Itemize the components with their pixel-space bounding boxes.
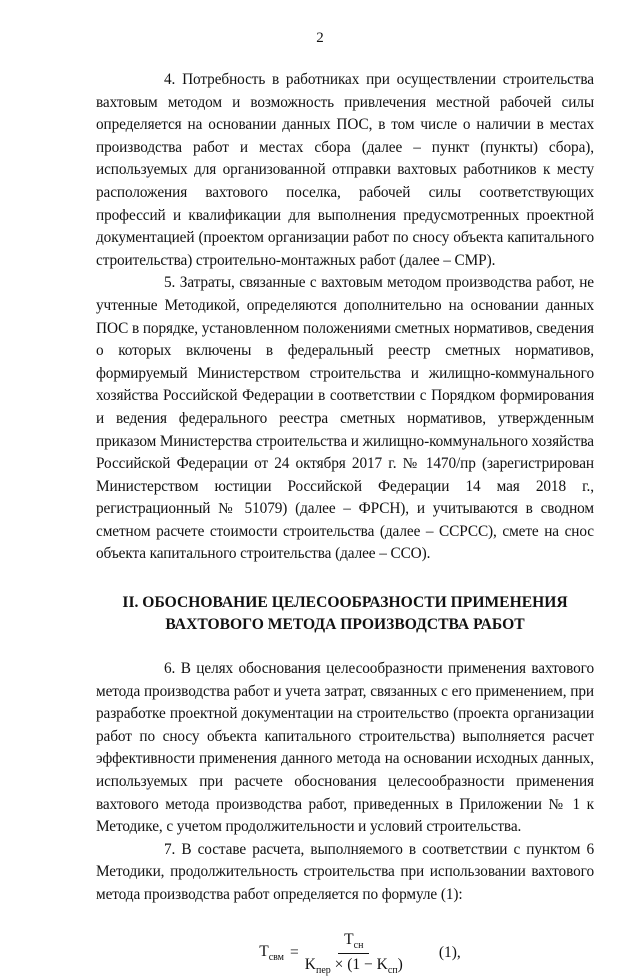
- paragraph-text: В составе расчета, выполняемого в соответствии с пунктом 6 Методики, продолжительность строительства при использовании вахтового метода производства работ определяется по формуле (1):: [96, 840, 594, 903]
- section-heading-line-2: ВАХТОВОГО МЕТОДА ПРОИЗВОДСТВА РАБОТ: [165, 616, 525, 634]
- paragraph-number: 4.: [164, 71, 176, 88]
- section-heading: [96, 592, 594, 636]
- paragraph-number: 5.: [164, 274, 176, 292]
- formula-fraction: [305, 931, 403, 976]
- page-number: 2: [316, 30, 324, 46]
- paragraph-number: 6.: [164, 660, 176, 678]
- formula-denominator: $K_{пер} \times (1 - K_{сп})$: [304, 955, 403, 976]
- formula-equals: =: [290, 944, 299, 962]
- paragraph-number: 7.: [164, 840, 176, 858]
- paragraph-text: Затраты, связанные с вахтовым методом производства работ, не учтенные Методикой, определяются дополнительно на основании данных ПОС в порядке, установленном положениями сметных нормативов, сведения о которых включены в федеральный реестр сметных нормативов, формируемый Министерством строительства и жилищно-коммунального хозяйства Российской Федерации в соответствии с Порядком формирования и ведения федерального реестра сметных нормативов, утвержденным приказом Министерства строительства и жилищно-коммунального хозяйства Российской Федерации от 24 октября 2017 г. № 1470/пр (зарегистрирован Министерством юстиции Российской Федерации 14 мая 2018 г., регистрационный № 51079) (далее – ФРСН), и учитываются в сводном сметном расчете стоимости строительства (далее – ССРСС), смете на снос объекта капитального строительства (далее – ССО).: [96, 274, 594, 563]
- paragraph-5: [96, 272, 594, 566]
- section-heading-line-1: II. ОБОСНОВАНИЕ ЦЕЛЕСООБРАЗНОСТИ ПРИМЕНЕНИЯ: [122, 594, 568, 612]
- formula-lhs: $T_{свм}$: [259, 943, 285, 964]
- paragraph-text: Потребность в работниках при осуществлении строительства вахтовым методом и возможность привлечения местной рабочей силы определяется на основании данных ПОС, в том числе о наличии в местах производства работ и местах сбора (далее – пункт (пункты) сбора), используемых для организованной отправки вахтовых работников к месту расположения вахтового поселка, рабочей силы соответствующих профессий и квалификации для выполнения предусмотренных проектной документацией (проектом организации работ по сносу объекта капитального строительства) строительно-монтажных работ (далее – СМР).: [96, 71, 594, 269]
- formula-numerator: $T_{сн}$: [338, 931, 369, 954]
- paragraph-7: [96, 839, 594, 907]
- formula-1: [126, 931, 594, 976]
- paragraph-text: В целях обоснования целесообразности применения вахтового метода производства работ и учета затрат, связанных с его применением, при разработке проектной документации на строительство (проекта организации работ по сносу объекта капитального строительства) выполняется расчет эффективности применения данного метода на основании исходных данных, используемых при расчете обоснования целесообразности применения вахтового метода производства работ, приведенных в Приложении № 1 к Методике, с учетом продолжительности и условий строительства.: [96, 660, 594, 836]
- formula-number: (1),: [438, 944, 461, 962]
- paragraph-6: [96, 658, 594, 839]
- paragraph-4: [96, 69, 594, 272]
